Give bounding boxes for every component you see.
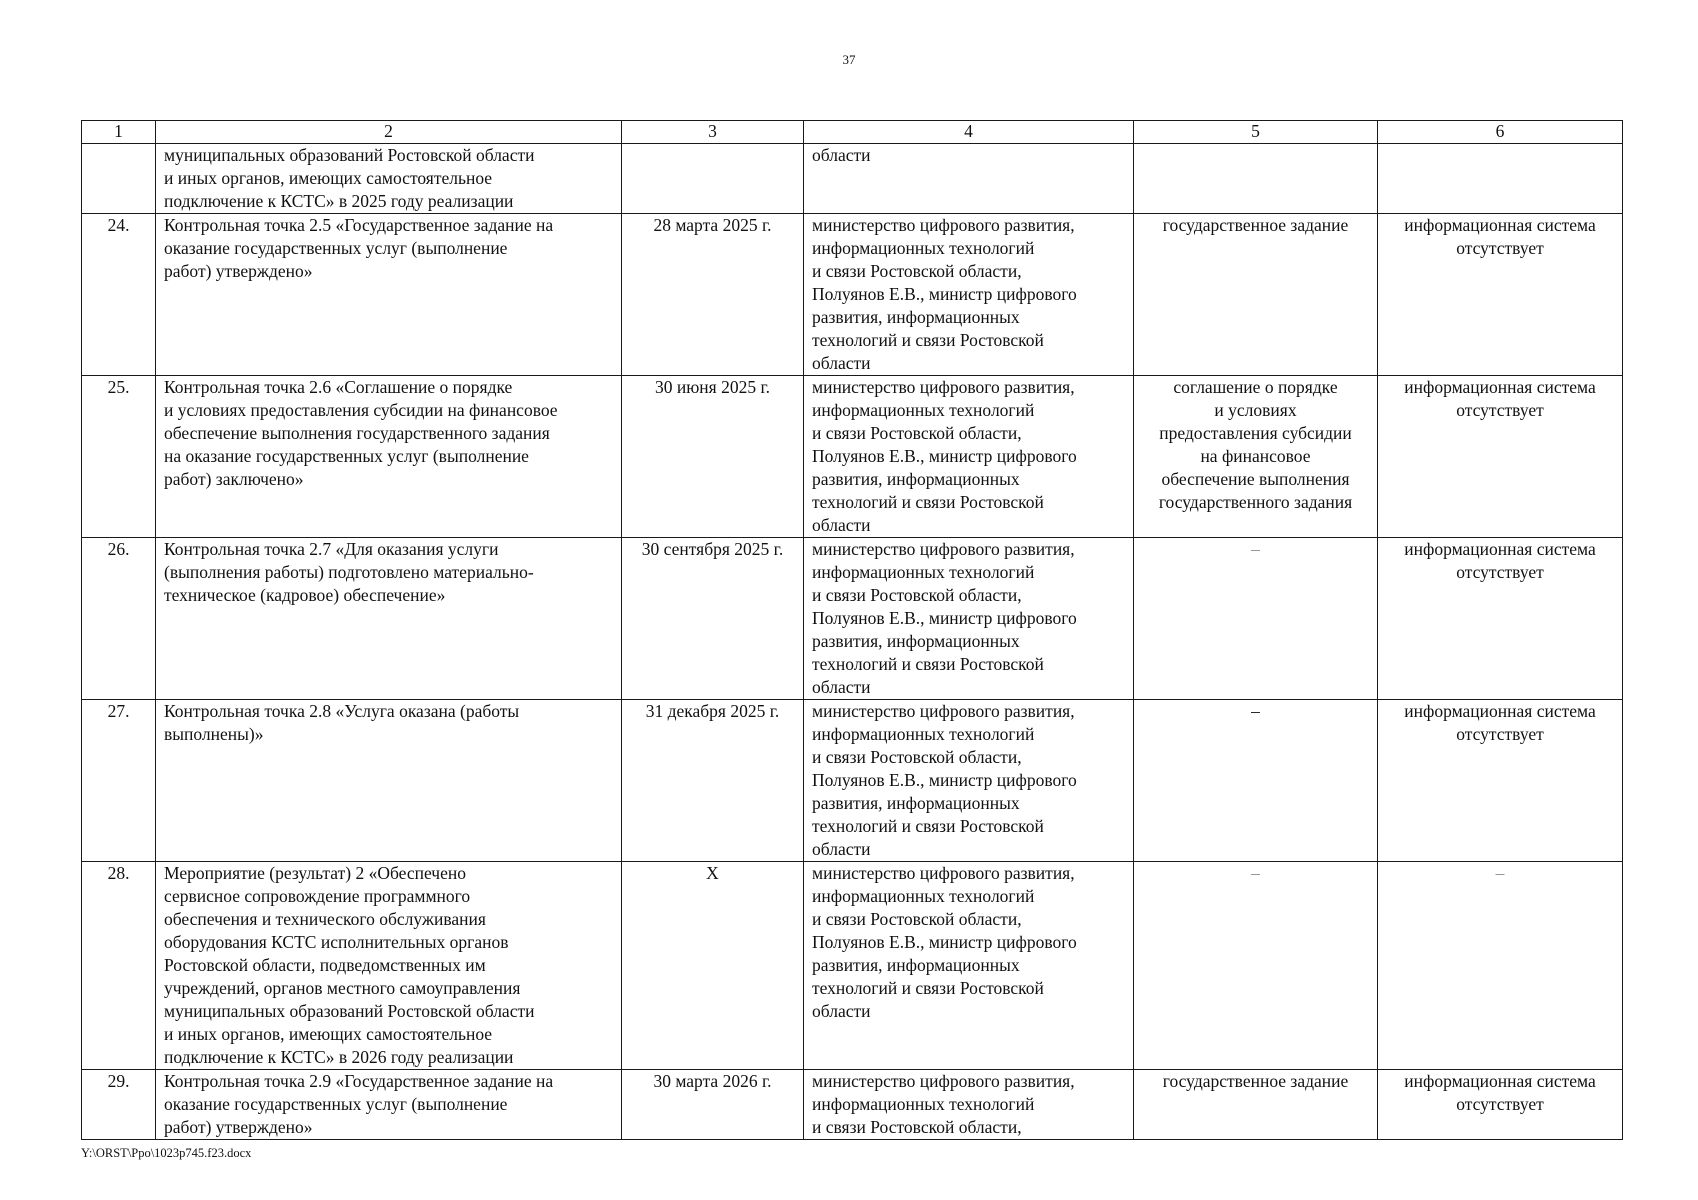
table-row-continuation [82,144,1623,214]
row-document: – [1134,538,1378,700]
row-document: – [1134,862,1378,1070]
table-row [82,538,1623,700]
row-name: Контрольная точка 2.9 «Государственное задание на оказание государственных услуг (выполнение работ) утверждено» [156,1070,622,1140]
row-date: 30 сентября 2025 г. [622,538,804,700]
row-number: 29. [82,1070,156,1140]
column-number-4: 4 [804,121,1134,144]
row-document: государственное задание [1134,1070,1378,1140]
column-number-1: 1 [82,121,156,144]
table-row [82,376,1623,538]
column-number-6: 6 [1378,121,1623,144]
row-date: 28 марта 2025 г. [622,214,804,376]
row-system: информационная система отсутствует [1378,376,1623,538]
row-system: информационная система отсутствует [1378,214,1623,376]
row-responsible: министерство цифрового развития, информационных технологий и связи Ростовской области, [804,1070,1134,1140]
table-row [82,214,1623,376]
row-name: Контрольная точка 2.7 «Для оказания услуги (выполнения работы) подготовлено материально- техническое (кадровое) обеспечение» [156,538,622,700]
column-number-2: 2 [156,121,622,144]
row-document: соглашение о порядке и условиях предоставления субсидии на финансовое обеспечение выполнения государственного задания [1134,376,1378,538]
row-number: 28. [82,862,156,1070]
row-system [1378,144,1623,214]
row-name: Контрольная точка 2.8 «Услуга оказана (работы выполнены)» [156,700,622,862]
row-date: 30 июня 2025 г. [622,376,804,538]
row-responsible: министерство цифрового развития, информационных технологий и связи Ростовской области, Полуянов Е.В., министр цифрового развития, информационных технологий и связи Ростовской области [804,214,1134,376]
table-row [82,1070,1623,1140]
row-number: 26. [82,538,156,700]
row-number: 25. [82,376,156,538]
row-responsible: министерство цифрового развития, информационных технологий и связи Ростовской области, Полуянов Е.В., министр цифрового развития, информационных технологий и связи Ростовской области [804,376,1134,538]
row-system: – [1378,862,1623,1070]
row-date: 31 декабря 2025 г. [622,700,804,862]
page-number: 37 [842,52,856,67]
row-name: Контрольная точка 2.5 «Государственное задание на оказание государственных услуг (выполнение работ) утверждено» [156,214,622,376]
row-system: информационная система отсутствует [1378,1070,1623,1140]
row-system: информационная система отсутствует [1378,700,1623,862]
row-responsible: министерство цифрового развития, информационных технологий и связи Ростовской области, Полуянов Е.В., министр цифрового развития, информационных технологий и связи Ростовской области [804,538,1134,700]
row-number [82,144,156,214]
column-number-5: 5 [1134,121,1378,144]
table-row [82,862,1623,1070]
row-name: Мероприятие (результат) 2 «Обеспечено сервисное сопровождение программного обеспечения и технического обслуживания оборудования КСТС исполнительных органов Ростовской области, подведомственных им учреждений, органов местного самоуправления муниципальных образований Ростовской области и иных органов, имеющих самостоятельное подключение к КСТС» в 2026 году реализации [156,862,622,1070]
row-date [622,144,804,214]
footer-file-path: Y:\ORST\Ppo\1023p745.f23.docx [81,1146,252,1160]
row-number: 24. [82,214,156,376]
row-document: государственное задание [1134,214,1378,376]
row-date: Х [622,862,804,1070]
row-number: 27. [82,700,156,862]
row-date: 30 марта 2026 г. [622,1070,804,1140]
table-header-row [82,121,1623,144]
row-document: – [1134,700,1378,862]
row-responsible: министерство цифрового развития, информационных технологий и связи Ростовской области, Полуянов Е.В., министр цифрового развития, информационных технологий и связи Ростовской области [804,862,1134,1070]
row-name: Контрольная точка 2.6 «Соглашение о порядке и условиях предоставления субсидии на финансовое обеспечение выполнения государственного задания на оказание государственных услуг (выполнение работ) заключено» [156,376,622,538]
row-document [1134,144,1378,214]
row-system: информационная система отсутствует [1378,538,1623,700]
table-row [82,700,1623,862]
column-number-3: 3 [622,121,804,144]
measures-table [81,120,1623,1140]
row-responsible: министерство цифрового развития, информационных технологий и связи Ростовской области, Полуянов Е.В., министр цифрового развития, информационных технологий и связи Ростовской области [804,700,1134,862]
row-name: муниципальных образований Ростовской области и иных органов, имеющих самостоятельное подключение к КСТС» в 2025 году реализации [156,144,622,214]
row-responsible: области [804,144,1134,214]
